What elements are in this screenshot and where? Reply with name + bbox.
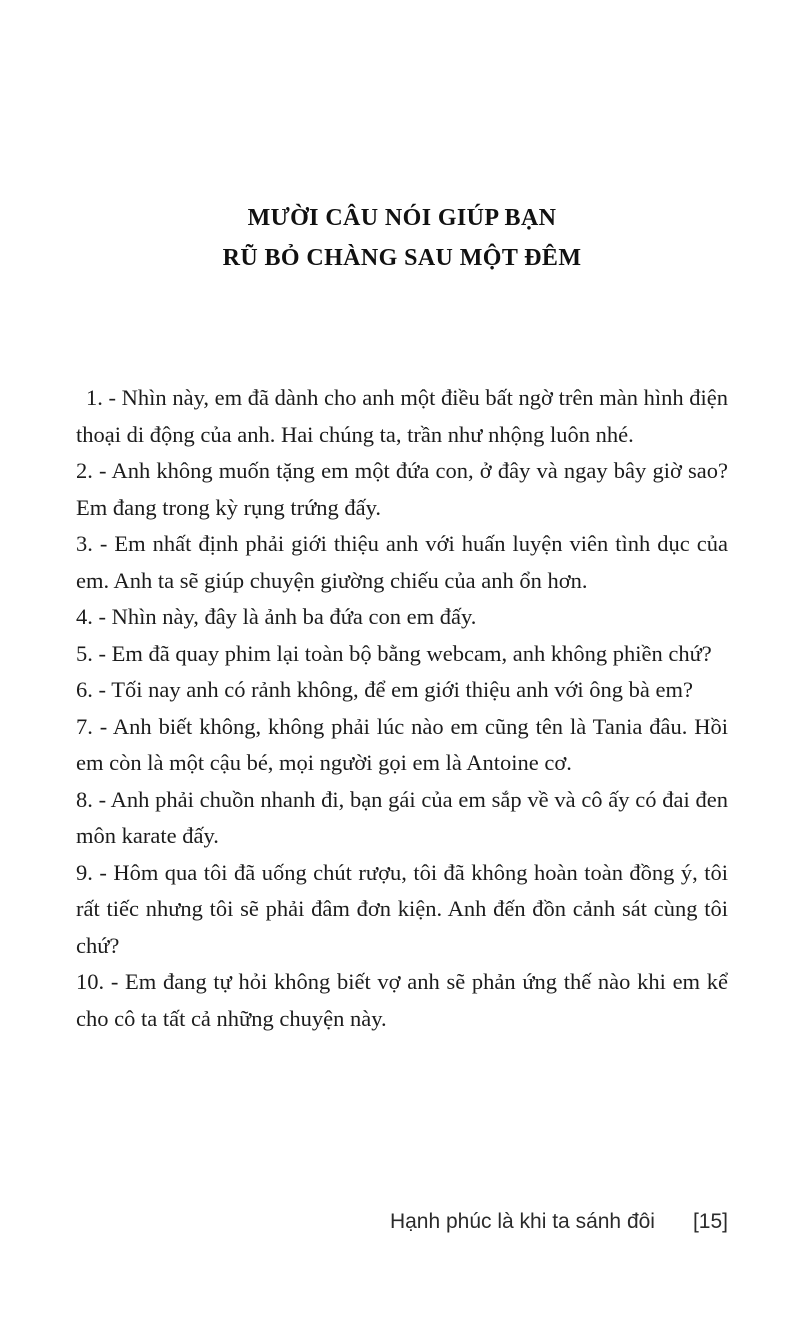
- list-item: 7. - Anh biết không, không phải lúc nào em cũng tên là Tania đâu. Hồi em còn là một cậu bé, mọi người gọi em là Antoine cơ.: [76, 713, 728, 775]
- footer-book-title: Hạnh phúc là khi ta sánh đôi: [389, 1210, 655, 1233]
- list-item: 9. - Hôm qua tôi đã uống chút rượu, tôi đã không hoàn toàn đồng ý, tôi rất tiếc nhưng tôi sẽ phải đâm đơn kiện. Anh đến đồn cảnh sát cùng tôi chứ?: [76, 859, 728, 958]
- list-item: 8. - Anh phải chuồn nhanh đi, bạn gái của em sắp về và cô ấy có đai đen môn karate đấy.: [76, 786, 728, 848]
- list-item: 1. - Nhìn này, em đã dành cho anh một điều bất ngờ trên màn hình điện thoại di động của anh. Hai chúng ta, trần như nhộng luôn nhé.: [76, 385, 728, 447]
- list-item: 10. - Em đang tự hỏi không biết vợ anh sẽ phản ứng thế nào khi em kể cho cô ta tất cả những chuyện này.: [76, 969, 728, 1031]
- list-item: 6. - Tối nay anh có rảnh không, để em giới thiệu anh với ông bà em?: [76, 677, 693, 702]
- page-title-line-1: MƯỜI CÂU NÓI GIÚP BẠN: [247, 205, 557, 231]
- body-text: [76, 380, 728, 1037]
- list-item: 5. - Em đã quay phim lại toàn bộ bằng webcam, anh không phiền chứ?: [76, 640, 712, 666]
- list-item: 4. - Nhìn này, đây là ảnh ba đứa con em đấy.: [76, 604, 477, 629]
- footer-page-number: [15]: [692, 1210, 728, 1233]
- page-title: [76, 0, 728, 278]
- page-title-line-2: RŨ BỎ CHÀNG SAU MỘT ĐÊM: [222, 245, 582, 271]
- list-item: 2. - Anh không muốn tặng em một đứa con, ở đây và ngay bây giờ sao? Em đang trong kỳ rụng trứng đấy.: [76, 458, 728, 520]
- list-item: 3. - Em nhất định phải giới thiệu anh với huấn luyện viên tình dục của em. Anh ta sẽ giúp chuyện giường chiếu của anh ổn hơn.: [76, 531, 728, 593]
- page-footer: [390, 1210, 728, 1234]
